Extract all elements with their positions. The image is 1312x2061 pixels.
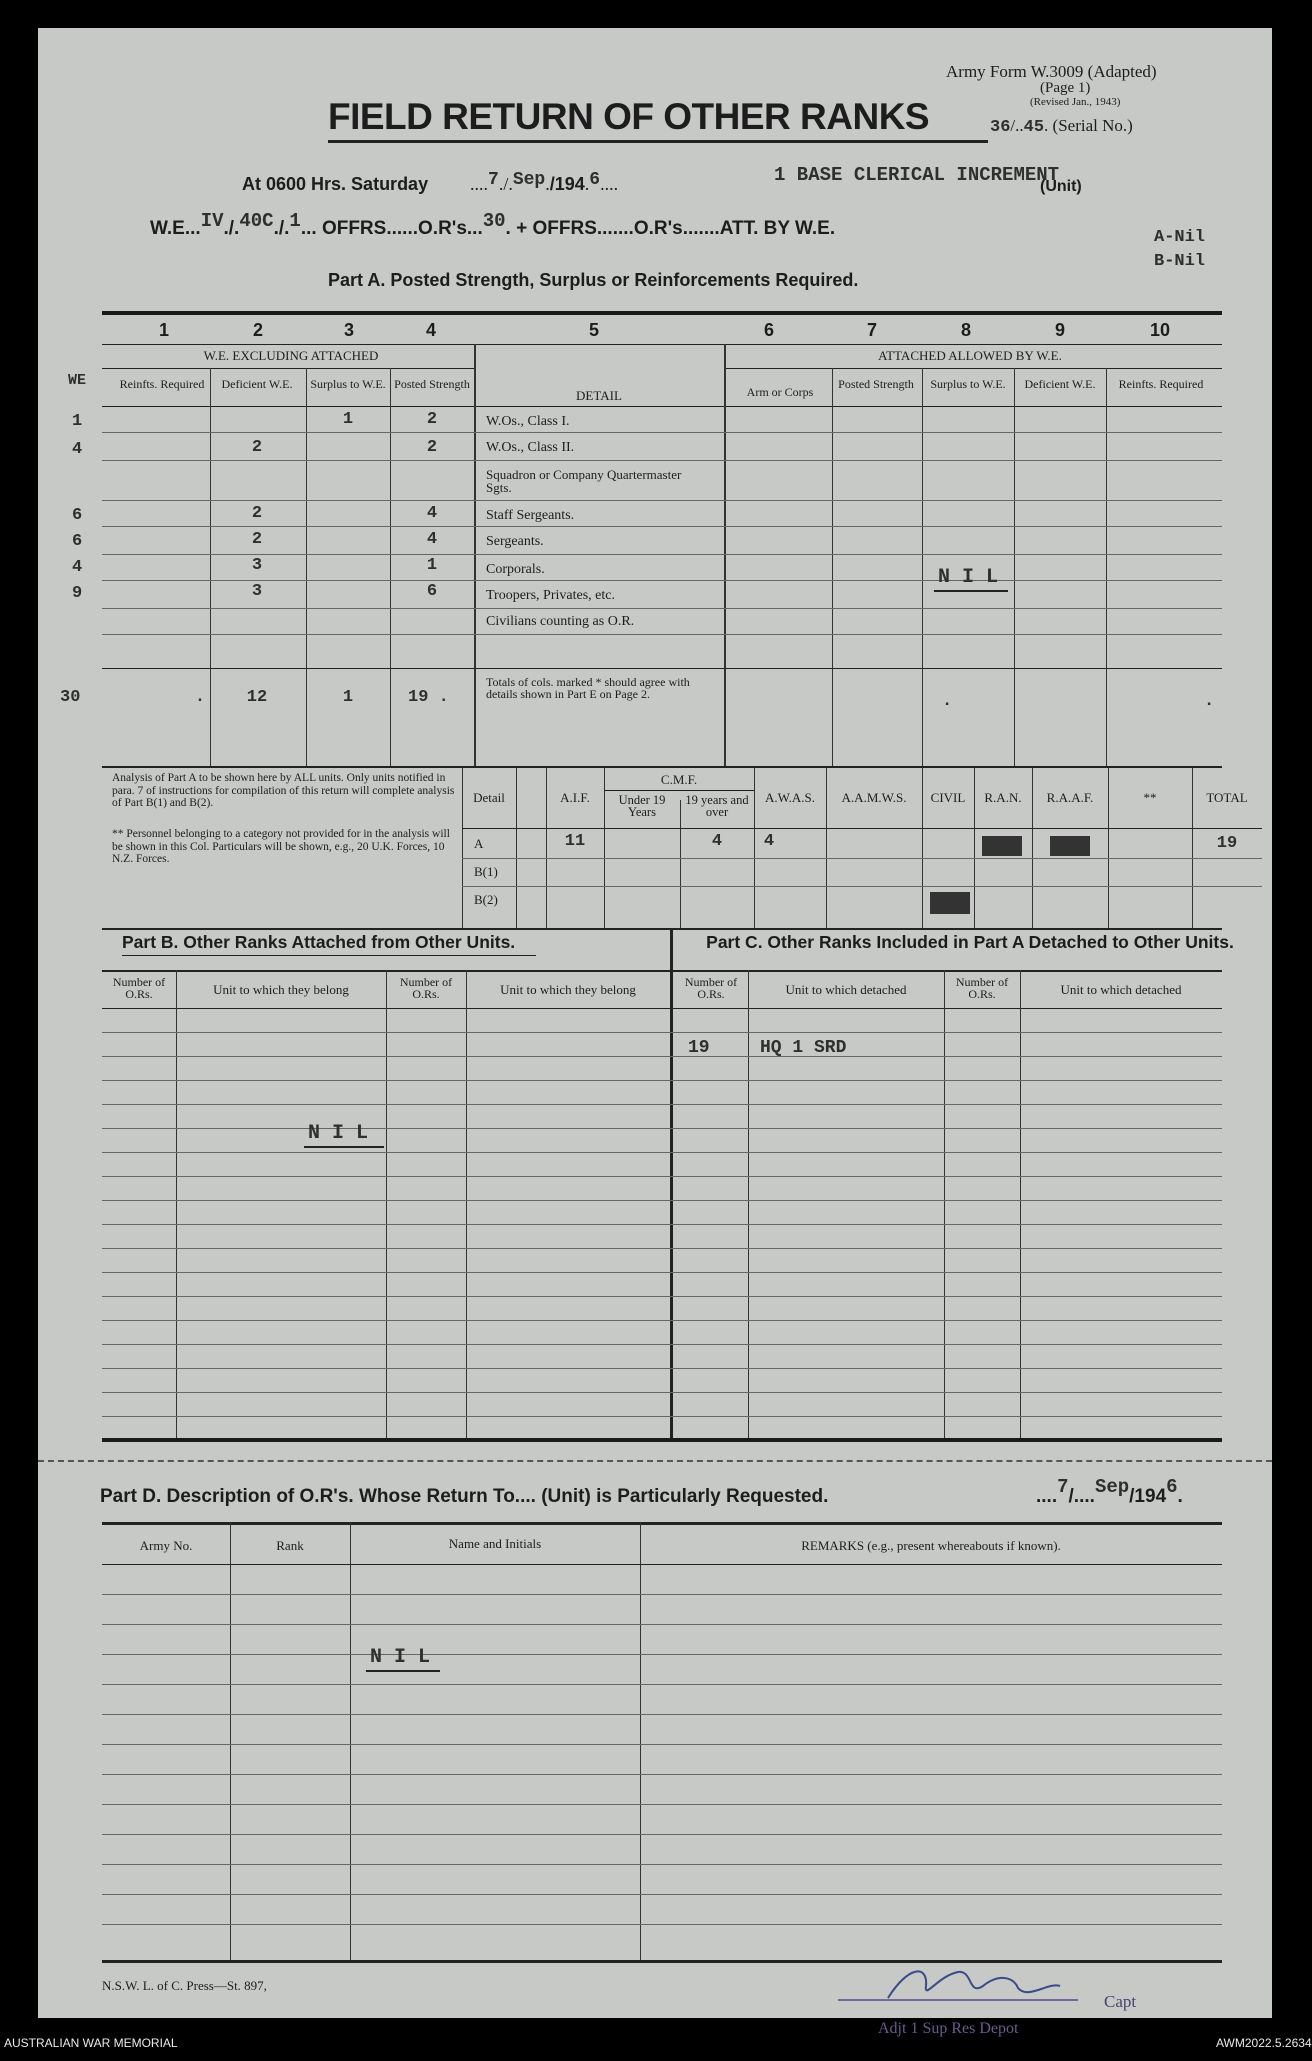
- row-surplus: 1: [342, 410, 354, 429]
- part-d-date: ....7/....Sep/1946.: [1036, 1476, 1183, 1507]
- analysis-row-label: B(1): [474, 864, 498, 879]
- hdr-att-deficient: Deficient W.E.: [1024, 377, 1096, 391]
- part-c-entry-number: 19: [688, 1038, 710, 1058]
- row-deficient: 2: [251, 438, 263, 457]
- total-surplus: 1: [342, 688, 354, 707]
- part-b-hdr-number-2: Number of O.Rs.: [399, 975, 453, 1001]
- part-c-hdr-unit-2: Unit to which detached: [1060, 982, 1182, 997]
- title-underline: [328, 140, 988, 143]
- form-page-label: (Page 1): [1040, 80, 1091, 96]
- analysis-hdr-cmf-under: Under 19 Years: [618, 793, 666, 819]
- row-deficient: 2: [251, 504, 263, 523]
- part-a-heading: Part A. Posted Strength, Surplus or Reinforcements Required.: [328, 270, 859, 290]
- part-d-hdr-remarks: REMARKS (e.g., present whereabouts if known).: [801, 1538, 1061, 1553]
- analysis-awas: 4: [763, 832, 775, 851]
- row-detail: Corporals.: [486, 562, 545, 577]
- part-c-vline: [1020, 970, 1021, 1440]
- perforation-line: [38, 1460, 1272, 1462]
- part-d-hdr-rank: Rank: [276, 1538, 304, 1553]
- part-b-nil: N I L: [308, 1122, 369, 1145]
- archive-credit: AUSTRALIAN WAR MEMORIAL: [4, 2036, 178, 2050]
- part-b-hdr-unit: Unit to which they belong: [213, 982, 349, 997]
- part-d-nil-underline: [366, 1670, 440, 1672]
- part-d-hdr-name: Name and Initials: [448, 1536, 542, 1551]
- side-note-a: A-Nil: [1154, 228, 1206, 247]
- totals-note: Totals of cols. marked * should agree with details shown in Part E on Page 2.: [486, 675, 690, 701]
- part-c-hdr-number: Number of O.Rs.: [684, 975, 738, 1001]
- part-d-heading: Part D. Description of O.R's. Whose Return To.... (Unit) is Particularly Requested.: [100, 1486, 829, 1507]
- col-number-3: 3: [343, 320, 354, 340]
- press-note: N.S.W. L. of C. Press—St. 897,: [102, 1978, 267, 1993]
- col-number-5: 5: [588, 320, 599, 340]
- part-d-vline: [230, 1522, 231, 1962]
- part-a-vline-4: [474, 344, 476, 766]
- row-we: 6: [72, 532, 83, 551]
- part-c-entry-unit: HQ 1 SRD: [760, 1038, 847, 1058]
- unit-stamp: Adjt 1 Sup Res Depot: [878, 2020, 1019, 2037]
- total-dot: .: [942, 692, 953, 711]
- col-number-10: 10: [1149, 320, 1171, 340]
- part-b-heading-rule: [122, 955, 536, 956]
- analysis-hdr-aif: A.I.F.: [560, 790, 590, 805]
- group-we-excluding: W.E. EXCLUDING ATTACHED: [203, 348, 379, 363]
- row-we: 4: [72, 558, 83, 577]
- analysis-bottom-rule: [102, 928, 1222, 930]
- part-a-bottom-rule: [102, 766, 1222, 768]
- part-b-vline: [386, 970, 387, 1440]
- analysis-aif: 11: [564, 832, 586, 851]
- analysis-total: 19: [1216, 834, 1238, 853]
- total-reinfts: .: [194, 688, 206, 707]
- analysis-cmf-over: 4: [711, 832, 723, 851]
- group-rule-left: [102, 368, 474, 369]
- at-line-prefix: At 0600 Hrs. Saturday: [242, 174, 429, 194]
- total-dot: .: [1204, 692, 1215, 711]
- row-posted: 1: [426, 556, 438, 575]
- part-d-top-rule: [102, 1522, 1222, 1525]
- attached-nil: N I L: [938, 566, 999, 589]
- part-a-top-rule: [102, 311, 1222, 315]
- part-c-hdr-number-2: Number of O.Rs.: [955, 975, 1009, 1001]
- part-a-vline-6: [832, 368, 833, 766]
- unit-name: 1 BASE CLERICAL INCREMENT: [774, 164, 1060, 186]
- analysis-vline: [604, 768, 605, 928]
- part-b-heading: Part B. Other Ranks Attached from Other Units.: [122, 932, 516, 952]
- form-page: [38, 28, 1272, 2037]
- col-number-rule: [102, 344, 1222, 345]
- col-number-8: 8: [960, 320, 971, 340]
- row-line-7: [102, 608, 1222, 609]
- hdr-deficient-we: Deficient W.E.: [221, 377, 293, 391]
- form-revised: (Revised Jan., 1943): [1030, 96, 1121, 108]
- form-title: FIELD RETURN OF OTHER RANKS: [328, 96, 930, 137]
- col-number-7: 7: [866, 320, 877, 340]
- we-line: W.E...IV./.40C./.1... OFFRS......O.R's...30. + OFFRS.......O.R's.......ATT. BY W.E.: [150, 210, 836, 239]
- row-posted: 4: [426, 530, 438, 549]
- row-line-4: [102, 526, 1222, 527]
- serial-number: 36/..45. (Serial No.): [990, 116, 1133, 137]
- analysis-hdr-awas: A.W.A.S.: [764, 790, 816, 805]
- total-deficient: 12: [246, 688, 268, 707]
- row-line-1: [102, 432, 1222, 433]
- row-we: 6: [72, 506, 83, 525]
- attached-nil-underline: [934, 590, 1008, 592]
- row-posted: 2: [426, 410, 438, 429]
- part-b-nil-underline: [304, 1146, 384, 1148]
- row-posted: 6: [426, 582, 438, 601]
- row-line-9: [102, 668, 1222, 669]
- part-bc-divider: [670, 928, 673, 1440]
- row-line-8: [102, 634, 1222, 635]
- hdr-att-surplus: Surplus to W.E.: [930, 377, 1006, 391]
- row-line-6: [102, 580, 1222, 581]
- archive-id: AWM2022.5.2634: [1216, 2036, 1312, 2050]
- form-number: Army Form W.3009 (Adapted): [946, 62, 1157, 81]
- col-number-4: 4: [425, 320, 436, 340]
- analysis-hdr-civil: CIVIL: [930, 790, 966, 805]
- col-number-9: 9: [1054, 320, 1065, 340]
- row-posted: 4: [426, 504, 438, 523]
- part-bc-bottom-rule: [102, 1438, 1222, 1442]
- row-we: 9: [72, 584, 83, 603]
- row-detail: Troopers, Privates, etc.: [486, 588, 615, 603]
- redaction-mark: [982, 836, 1022, 856]
- hdr-posted-strength: Posted Strength: [394, 377, 470, 391]
- row-detail: Staff Sergeants.: [486, 508, 575, 523]
- analysis-hdr-cmf-over: 19 years and over: [685, 793, 749, 819]
- signature-rank: Capt: [1104, 1992, 1137, 2011]
- row-detail: Sergeants.: [486, 534, 544, 549]
- part-b-vline: [176, 970, 177, 1440]
- row-line-5: [102, 554, 1222, 555]
- hdr-reinfts-required: Reinfts. Required: [119, 377, 205, 391]
- col-number-2: 2: [252, 320, 263, 340]
- row-we: 4: [72, 440, 83, 459]
- analysis-hdr-total: TOTAL: [1206, 790, 1248, 805]
- row-detail: W.Os., Class II.: [486, 440, 575, 455]
- row-line-3: [102, 500, 1222, 501]
- part-d-vline: [350, 1522, 351, 1962]
- at-line-date: ....7./.Sep./194.6....: [470, 170, 619, 194]
- group-attached-allowed: ATTACHED ALLOWED BY W.E.: [878, 348, 1062, 363]
- analysis-hdr-raaf: R.A.A.F.: [1046, 790, 1094, 805]
- part-b-hdr-number: Number of O.Rs.: [112, 975, 166, 1001]
- row-detail: Civilians counting as O.R.: [486, 614, 635, 629]
- row-deficient: 3: [251, 556, 263, 575]
- row-detail: Squadron or Company Quartermaster Sgts.: [486, 467, 682, 495]
- row-we: 1: [72, 412, 83, 431]
- part-a-vline-7: [922, 368, 923, 766]
- analysis-vline: [680, 800, 681, 928]
- total-posted: 19 .: [408, 688, 449, 707]
- analysis-row-label: B(2): [474, 892, 498, 907]
- signature-scribble: [798, 1956, 1118, 2016]
- unit-label: (Unit): [1040, 178, 1082, 195]
- part-b-vline: [466, 970, 467, 1440]
- row-deficient: 2: [251, 530, 263, 549]
- part-a-vline-8: [1014, 368, 1015, 766]
- col-number-1: 1: [158, 320, 169, 340]
- part-d-header-rule: [102, 1564, 1222, 1565]
- analysis-hdr-aamws: A.A.M.W.S.: [841, 790, 907, 805]
- analysis-row-line: [462, 886, 1262, 887]
- total-we: 30: [60, 688, 81, 707]
- part-d-vline: [640, 1522, 641, 1962]
- analysis-note-categories: ** Personnel belonging to a category not provided for in the analysis will be shown in this Col. Particulars will be shown, e.g., 20 U.K. Forces, 10 N.Z. Forces.: [112, 828, 450, 865]
- analysis-hdr-other: **: [1143, 790, 1157, 805]
- hdr-surplus-we: Surplus to W.E.: [310, 377, 386, 391]
- analysis-row-label: A: [474, 836, 484, 851]
- row-deficient: 3: [251, 582, 263, 601]
- group-rule-right: [724, 368, 1222, 369]
- redaction-mark: [1050, 836, 1090, 856]
- analysis-row-line: [462, 858, 1262, 859]
- part-c-vline: [748, 970, 749, 1440]
- part-c-heading: Part C. Other Ranks Included in Part A Detached to Other Units.: [706, 932, 1234, 952]
- part-d-hdr-army-no: Army No.: [139, 1538, 193, 1553]
- part-bc-header-bottom: [102, 1008, 1222, 1009]
- analysis-hdr-ran: R.A.N.: [984, 790, 1022, 805]
- part-a-vline-5: [724, 344, 726, 766]
- analysis-note: Analysis of Part A to be shown here by ALL units. Only units notified in para. 7 of instructions for compilation of this return will complete analysis of Part B(1) and B(2).: [112, 772, 455, 809]
- col-number-6: 6: [763, 320, 774, 340]
- cmf-rule: [604, 790, 754, 791]
- sub-header-rule: [102, 406, 1222, 407]
- row-line-2: [102, 460, 1222, 461]
- we-label: WE: [68, 372, 87, 389]
- analysis-row-line: [462, 828, 1262, 829]
- hdr-detail: DETAIL: [576, 388, 622, 403]
- analysis-hdr-detail: Detail: [473, 790, 505, 805]
- row-detail: W.Os., Class I.: [486, 414, 570, 429]
- analysis-hdr-cmf: C.M.F.: [660, 772, 698, 787]
- row-posted: 2: [426, 438, 438, 457]
- part-b-hdr-unit-2: Unit to which they belong: [500, 982, 636, 997]
- part-c-hdr-unit: Unit to which detached: [785, 982, 907, 997]
- redaction-mark: [930, 892, 970, 914]
- part-d-nil: N I L: [370, 1646, 431, 1669]
- analysis-vline: [516, 768, 517, 928]
- side-note-b: B-Nil: [1154, 252, 1206, 271]
- part-bc-header-top: [102, 970, 1222, 972]
- hdr-att-posted-strength: Posted Strength: [838, 377, 914, 391]
- hdr-att-reinfts: Reinfts. Required: [1118, 377, 1204, 391]
- hdr-arm-corps: Arm or Corps: [746, 385, 814, 399]
- part-c-vline: [944, 970, 945, 1440]
- part-a-vline-9: [1106, 368, 1107, 766]
